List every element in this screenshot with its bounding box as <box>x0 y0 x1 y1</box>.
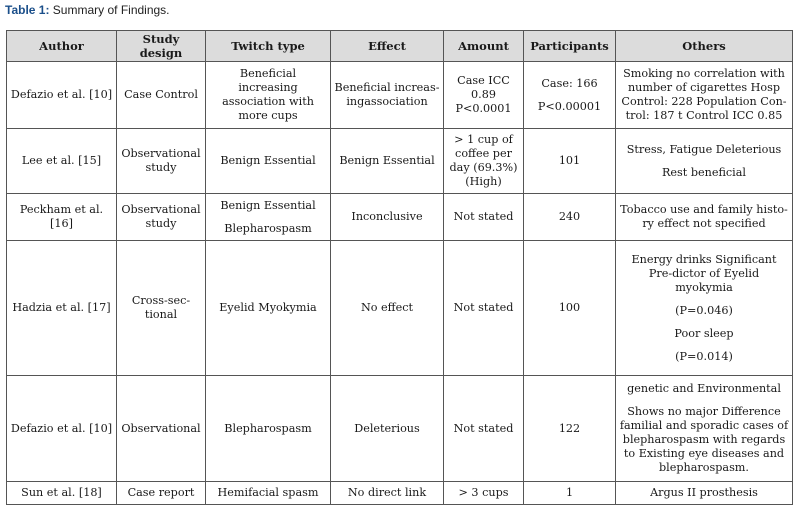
table-caption-text: Summary of Findings. <box>49 3 170 17</box>
others-line: Stress, Fatigue Deleterious <box>626 142 782 156</box>
table-header-row <box>7 31 793 62</box>
header-others: Others <box>616 31 793 62</box>
cell-participants <box>524 482 616 505</box>
table-row <box>7 376 793 482</box>
others-line: genetic and Environmental <box>627 382 781 395</box>
cell-twitch-type: Benign Essential <box>206 129 331 194</box>
others-line: Shows no major Difference familial and sporadic cases of blepharospasm with regards to Existing eye diseases and blepharospasm. <box>619 405 789 474</box>
cell-amount: > 1 cup of coffee per day (69.3%) (High) <box>444 129 524 194</box>
cell-effect: No effect <box>331 241 444 376</box>
cell-others <box>616 376 793 482</box>
others-line: Rest beneficial <box>662 165 746 179</box>
cell-study-design: Case report <box>117 482 206 505</box>
cell-others <box>616 62 793 129</box>
header-study-design: Study design <box>117 31 206 62</box>
cell-twitch-type: Hemifacial spasm <box>206 482 331 505</box>
cell-author: Defazio et al. [10] <box>7 376 117 482</box>
header-amount: Amount <box>444 31 524 62</box>
cell-author: Hadzia et al. [17] <box>7 241 117 376</box>
cell-study-design: Case Control <box>117 62 206 129</box>
cell-twitch-type <box>206 194 331 241</box>
table-row <box>7 62 793 129</box>
cell-others <box>616 241 793 376</box>
cell-effect: Benign Essential <box>331 129 444 194</box>
cell-effect: Beneficial increas-ingassociation <box>331 62 444 129</box>
cell-effect: No direct link <box>331 482 444 505</box>
cell-participants <box>524 194 616 241</box>
participants-line: Case: 166 <box>541 76 598 90</box>
cell-participants <box>524 129 616 194</box>
cell-amount: Not stated <box>444 241 524 376</box>
participants-line: 100 <box>558 301 581 314</box>
cell-study-design: Observational study <box>117 129 206 194</box>
header-author: Author <box>7 31 117 62</box>
cell-study-design: Observational study <box>117 194 206 241</box>
cell-effect: Inconclusive <box>331 194 444 241</box>
cell-author: Sun et al. [18] <box>7 482 117 505</box>
cell-twitch-type: Blepharospasm <box>206 376 331 482</box>
others-line: Poor sleep <box>674 326 734 340</box>
table-caption <box>5 3 170 17</box>
header-twitch-type: Twitch type <box>206 31 331 62</box>
cell-participants <box>524 241 616 376</box>
others-line: Smoking no correlation with number of cigarettes Hosp Control: 228 Population Con-trol: 187 t Control ICC 0.85 <box>621 67 787 122</box>
cell-others <box>616 482 793 505</box>
cell-effect: Deleterious <box>331 376 444 482</box>
findings-table <box>6 30 793 505</box>
table-row <box>7 129 793 194</box>
cell-study-design: Observational <box>117 376 206 482</box>
cell-author: Defazio et al. [10] <box>7 62 117 129</box>
others-line: Tobacco use and family histo-ry effect not specified <box>620 203 788 230</box>
participants-line: P<0.00001 <box>537 99 602 113</box>
cell-twitch-type: Beneficial increasing association with more cups <box>206 62 331 129</box>
table-caption-label: Table 1: <box>5 3 50 17</box>
cell-others <box>616 194 793 241</box>
participants-line: 122 <box>558 421 581 435</box>
cell-author: Peckham et al. [16] <box>7 194 117 241</box>
header-participants: Participants <box>524 31 616 62</box>
cell-amount: Case ICC 0.89 P<0.0001 <box>444 62 524 129</box>
cell-study-design: Cross-sec-tional <box>117 241 206 376</box>
others-line: Argus II prosthesis <box>650 486 758 499</box>
others-line: (P=0.014) <box>675 349 733 363</box>
cell-twitch-type: Eyelid Myokymia <box>206 241 331 376</box>
participants-line: 101 <box>558 154 581 167</box>
cell-amount: Not stated <box>444 194 524 241</box>
cell-author: Lee et al. [15] <box>7 129 117 194</box>
table-row <box>7 194 793 241</box>
others-line: (P=0.046) <box>675 303 733 317</box>
twitch-line: Benign Essential <box>220 198 316 212</box>
cell-participants <box>524 376 616 482</box>
cell-others <box>616 129 793 194</box>
others-line: Energy drinks Significant Pre-dictor of Eyelid myokymia <box>631 252 777 294</box>
table-row <box>7 482 793 505</box>
participants-line: 1 <box>565 486 574 499</box>
table-row <box>7 241 793 376</box>
header-effect: Effect <box>331 31 444 62</box>
participants-line: 240 <box>558 210 581 223</box>
twitch-line: Blepharospasm <box>224 221 312 235</box>
cell-amount: Not stated <box>444 376 524 482</box>
cell-amount: > 3 cups <box>444 482 524 505</box>
cell-participants <box>524 62 616 129</box>
